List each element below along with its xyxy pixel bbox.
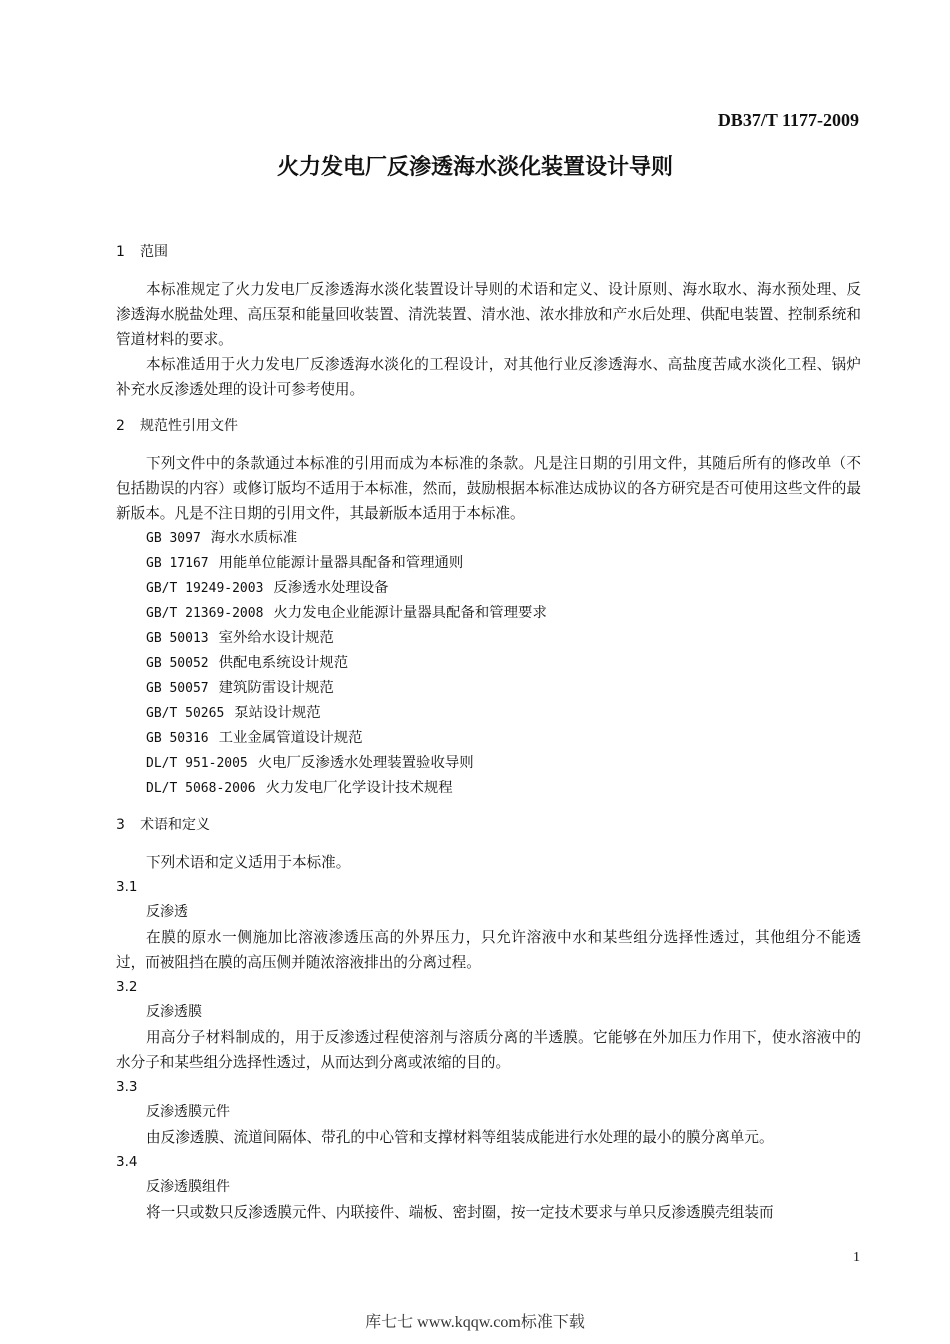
reference-id: GB 50057 [146,681,209,696]
standard-code: DB37/T 1177-2009 [717,110,859,130]
term-definition: 在膜的原水一侧施加比溶液渗透压高的外界压力，只允许溶液中水和某些组分选择性透过，其他组分不能透过，而被阻挡在膜的高压侧并随浓溶液排出的分离过程。 [116,929,861,971]
reference-name: 火力发电企业能源计量器具配备和管理要求 [273,605,547,621]
term-name: 反渗透 [146,904,188,920]
reference-name: 室外给水设计规范 [218,630,334,646]
reference-name: 供配电系统设计规范 [218,655,349,671]
reference-id: GB 17167 [146,556,209,571]
reference-item [116,651,861,676]
reference-name: 工业金属管道设计规范 [218,730,363,746]
reference-item [116,676,861,701]
reference-id: GB/T 21369-2008 [146,606,264,621]
section-title: 规范性引用文件 [140,418,238,434]
reference-item [116,751,861,776]
reference-id: DL/T 5068-2006 [146,781,256,796]
reference-item [116,626,861,651]
section-heading-references [116,414,861,439]
reference-item [116,526,861,551]
term-number: 3.4 [116,1154,138,1170]
paragraph: 下列文件中的条款通过本标准的引用而成为本标准的条款。凡是注日期的引用文件，其随后所有的修改单（不包括勘误的内容）或修订版均不适用于本标准，然而，鼓励根据本标准达成协议的各方研究是否可使用这些文件的最新版本。凡是不注日期的引用文件，其最新版本适用于本标准。 [116,455,861,522]
section-title: 术语和定义 [140,817,210,833]
document-body [116,240,861,1225]
term-number: 3.2 [116,979,138,995]
reference-id: GB 50052 [146,656,209,671]
term-number: 3.3 [116,1079,138,1095]
reference-list [116,526,861,801]
reference-id: GB/T 50265 [146,706,225,721]
term-name: 反渗透膜组件 [146,1179,230,1195]
section-title: 范围 [140,244,168,260]
reference-name: 海水水质标准 [210,530,298,546]
section-number: 2 [116,418,125,434]
reference-item [116,701,861,726]
reference-name: 反渗透水处理设备 [273,580,389,596]
reference-id: GB/T 19249-2003 [146,581,264,596]
section-heading-scope [116,240,861,265]
paragraph: 下列术语和定义适用于本标准。 [146,854,351,871]
reference-name: 泵站设计规范 [234,705,321,721]
section-number: 3 [116,817,125,833]
reference-name: 建筑防雷设计规范 [218,680,334,696]
term-definition: 将一只或数只反渗透膜元件、内联接件、端板、密封圈，按一定技术要求与单只反渗透膜壳组装而 [146,1204,774,1221]
reference-id: GB 3097 [146,531,201,546]
paragraph: 本标准适用于火力发电厂反渗透海水淡化的工程设计，对其他行业反渗透海水、高盐度苦咸水淡化工程、锅炉补充水反渗透处理的设计可参考使用。 [116,356,861,398]
page-number: 1 [853,1250,860,1265]
reference-item [116,776,861,801]
reference-name: 火电厂反渗透水处理装置验收导则 [257,755,474,771]
footer-watermark: 库七七 www.kqqw.com标准下载 [365,1314,585,1331]
term-name: 反渗透膜 [146,1004,202,1020]
term-name: 反渗透膜元件 [146,1104,230,1120]
reference-id: GB 50013 [146,631,209,646]
reference-name: 火力发电厂化学设计技术规程 [265,780,453,796]
reference-item [116,601,861,626]
reference-item [116,551,861,576]
reference-item [116,726,861,751]
reference-id: DL/T 951-2005 [146,756,248,771]
reference-name: 用能单位能源计量器具配备和管理通则 [218,555,464,571]
term-number: 3.1 [116,879,138,895]
document-title: 火力发电厂反渗透海水淡化装置设计导则 [276,155,673,180]
section-heading-terms [116,813,861,838]
reference-id: GB 50316 [146,731,209,746]
paragraph: 本标准规定了火力发电厂反渗透海水淡化装置设计导则的术语和定义、设计原则、海水取水、海水预处理、反渗透海水脱盐处理、高压泵和能量回收装置、清洗装置、清水池、浓水排放和产水后处理、供配电装置、控制系统和管道材料的要求。 [116,281,861,348]
reference-item [116,576,861,601]
section-number: 1 [116,244,125,260]
term-definition: 用高分子材料制成的，用于反渗透过程使溶剂与溶质分离的半透膜。它能够在外加压力作用下，使水溶液中的水分子和某些组分选择性透过，从而达到分离或浓缩的目的。 [116,1029,861,1071]
term-definition: 由反渗透膜、流道间隔体、带孔的中心管和支撑材料等组装成能进行水处理的最小的膜分离单元。 [146,1129,774,1146]
